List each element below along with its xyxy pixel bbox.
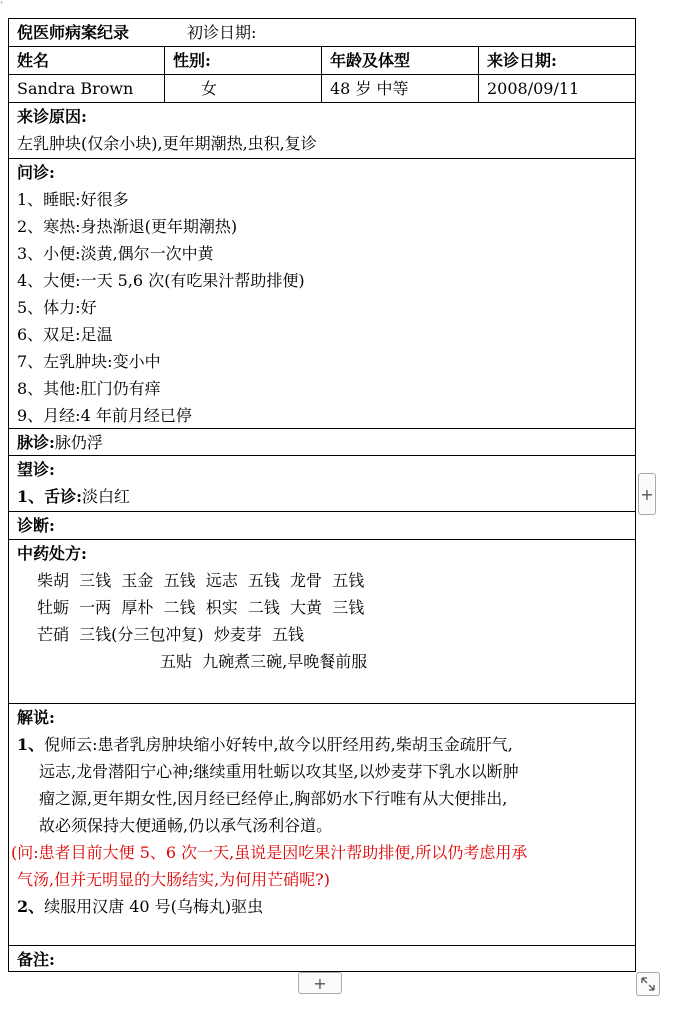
inquiry-item: 8、其他:肛门仍有痒 (17, 379, 161, 398)
pulse-label: 脉诊: (17, 433, 55, 452)
explanation-label: 解说: (17, 708, 55, 727)
tongue-label: 1、舌诊: (17, 487, 83, 506)
prescription-line: 芒硝 三钱(分三包冲复) 炒麦芽 五钱 (37, 625, 305, 644)
notes-label: 备注: (17, 950, 55, 969)
record-title: 倪医师病案纪录 (17, 23, 130, 42)
prescription-section (9, 540, 635, 704)
explanation-section (9, 704, 635, 946)
age-build-header: 年龄及体型 (322, 47, 479, 74)
explanation-text-line: 远志,龙骨潜阳宁心神;继续重用牡蛎以攻其坚,以炒麦芽下乳水以断肿 (39, 762, 519, 781)
visit-date: 2008/09/11 (487, 79, 580, 98)
visit-reason-section (9, 103, 635, 159)
corner-marker: ⁺ (0, 0, 4, 8)
question-text-line: 气汤,但并无明显的大肠结实,为何用芒硝呢?) (17, 870, 330, 889)
prescription-line: 柴胡 三钱 玉金 五钱 远志 五钱 龙骨 五钱 (37, 571, 365, 590)
patient-age-build: 48 岁 中等 (322, 75, 479, 102)
visit-date-header: 来诊日期: (487, 51, 557, 70)
explanation-item-number: 2、 (17, 897, 45, 916)
inquiry-item: 1、睡眠:好很多 (17, 190, 129, 209)
notes-section (9, 946, 635, 973)
inquiry-section (9, 159, 635, 429)
inspection-label: 望诊: (17, 460, 55, 479)
prescription-label: 中药处方: (17, 544, 87, 563)
explanation-item2-text: 续服用汉唐 40 号(乌梅丸)驱虫 (44, 897, 264, 916)
prescription-line: 牡蛎 一两 厚朴 二钱 枳实 二钱 大黄 三钱 (37, 598, 365, 617)
inspection-section (9, 456, 635, 512)
patient-header-row (9, 47, 635, 75)
inquiry-item: 9、月经:4 年前月经已停 (17, 406, 192, 425)
inquiry-item: 6、双足:足温 (17, 325, 113, 344)
inquiry-item: 2、寒热:身热渐退(更年期潮热) (17, 217, 238, 236)
title-row (9, 19, 635, 47)
question-text-line: (问:患者目前大便 5、6 次一天,虽说是因吃果汁帮助排便,所以仍考虑用承 (11, 843, 528, 862)
explanation-text-line: 倪师云:患者乳房肿块缩小好转中,故今以肝经用药,柴胡玉金疏肝气, (44, 735, 513, 754)
first-visit-date-label: 初诊日期: (187, 23, 257, 42)
add-column-button[interactable]: + (638, 473, 656, 515)
inquiry-label: 问诊: (17, 163, 55, 182)
inquiry-item: 3、小便:淡黄,偶尔一次中黄 (17, 244, 214, 263)
tongue-text: 淡白红 (82, 487, 131, 506)
visit-reason-label: 来诊原因: (17, 107, 87, 126)
explanation-item-number: 1、 (17, 735, 45, 754)
inquiry-item: 5、体力:好 (17, 298, 97, 317)
patient-name: Sandra Brown (9, 75, 165, 102)
visit-reason-text: 左乳肿块(仅余小块),更年期潮热,虫积,复诊 (17, 134, 317, 153)
pulse-section (9, 429, 635, 456)
explanation-text-line: 瘤之源,更年期女性,因月经已经停止,胸部奶水下行唯有从大便排出, (39, 789, 508, 808)
expand-arrows-icon (640, 976, 656, 992)
gender-header: 性别: (165, 47, 322, 74)
add-row-button[interactable]: + (298, 972, 342, 994)
pulse-text: 脉仍浮 (54, 433, 103, 452)
name-header: 姓名 (9, 47, 165, 74)
medical-record-table (8, 18, 636, 972)
prescription-instructions: 五贴 九碗煮三碗,早晚餐前服 (160, 652, 368, 671)
patient-value-row (9, 75, 635, 103)
explanation-text-line: 故必须保持大便通畅,仍以承气汤利谷道。 (39, 816, 333, 835)
diagnosis-label: 诊断: (17, 516, 55, 535)
inquiry-item: 4、大便:一天 5,6 次(有吃果汁帮助排便) (17, 271, 305, 290)
resize-handle[interactable] (636, 972, 660, 996)
diagnosis-section (9, 512, 635, 540)
patient-gender: 女 (165, 75, 322, 102)
inquiry-item: 7、左乳肿块:变小中 (17, 352, 161, 371)
